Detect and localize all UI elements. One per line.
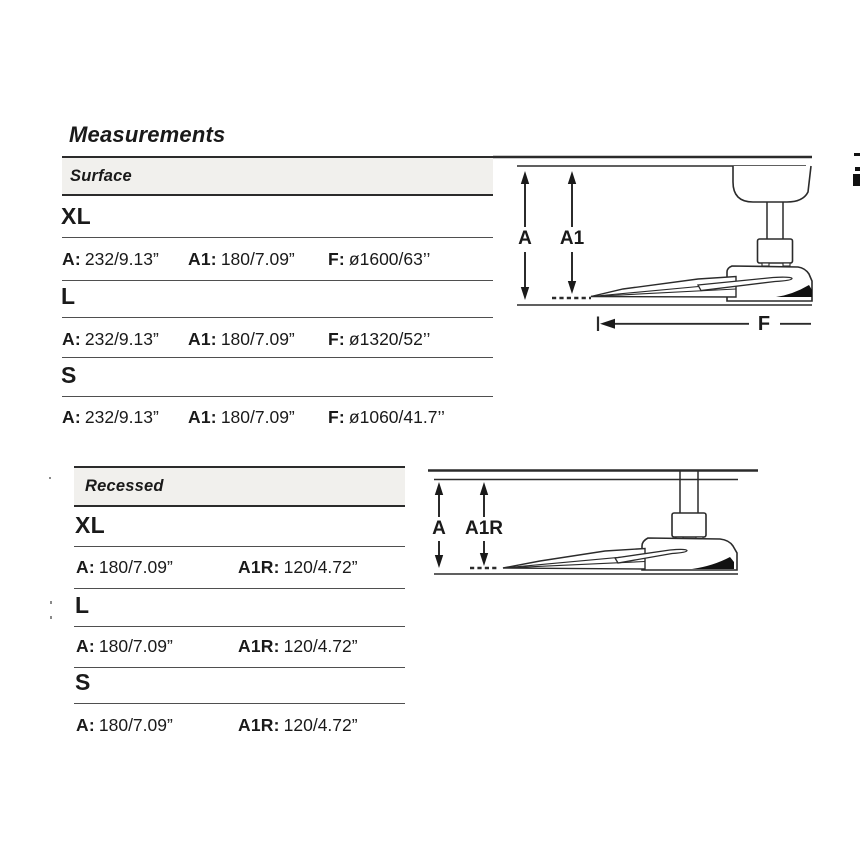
spec-value: 180/7.09”: [220, 249, 295, 269]
arrowhead-up-icon: [521, 171, 529, 184]
divider-rule: [62, 317, 493, 318]
spec-a: [62, 328, 159, 350]
dimension-label-a1: A1: [559, 228, 585, 249]
spec-a1r: [238, 635, 358, 657]
spec-a: [76, 714, 173, 736]
divider-rule: [74, 703, 405, 704]
divider-rule: [62, 280, 493, 281]
divider-rule: [74, 546, 405, 547]
spec-value: ø1600/63’’: [348, 249, 431, 269]
divider-rule: [62, 194, 493, 196]
spec-label: F:: [328, 329, 345, 349]
spec-value: 120/4.72”: [283, 557, 358, 577]
spec-label: A1:: [188, 407, 217, 427]
spec-a: [76, 556, 173, 578]
dimension-label-f: F: [757, 313, 771, 335]
arrowhead-down-icon: [521, 287, 529, 300]
surface-size-s: S: [61, 362, 77, 388]
motor-housing: [758, 239, 793, 263]
spec-label: A1R:: [238, 557, 280, 577]
spec-a1: [188, 248, 295, 270]
spec-value: ø1060/41.7’’: [348, 407, 445, 427]
divider-rule: [62, 396, 493, 397]
spec-a1r: [238, 714, 358, 736]
surface-header: Surface: [70, 166, 132, 185]
spec-label: A:: [76, 557, 95, 577]
spec-value: 180/7.09”: [220, 407, 295, 427]
spec-a: [76, 635, 173, 657]
divider-rule: [62, 237, 493, 238]
surface-size-xl: XL: [61, 203, 91, 229]
edge-speck: [50, 616, 52, 619]
spec-value: 232/9.13”: [84, 329, 159, 349]
page-title: Measurements: [69, 122, 226, 147]
arrowhead-left-icon: [600, 319, 615, 329]
arrowhead-up-icon: [480, 482, 488, 495]
spec-value: 232/9.13”: [84, 407, 159, 427]
recessed-mount-diagram: [420, 460, 765, 585]
spec-label: A:: [62, 407, 81, 427]
arrowhead-up-icon: [568, 171, 576, 184]
recessed-header-band: [74, 468, 405, 505]
spec-f: [328, 406, 445, 428]
spec-value: 180/7.09”: [220, 329, 295, 349]
spec-label: F:: [328, 249, 345, 269]
dimension-arrow-f: [598, 317, 811, 332]
arrowhead-up-icon: [435, 482, 443, 495]
housing-mount: [783, 263, 790, 266]
divider-rule: [74, 626, 405, 627]
spec-value: 180/7.09”: [98, 557, 173, 577]
recessed-header: Recessed: [85, 477, 164, 495]
spec-label: A:: [62, 249, 81, 269]
spec-f: [328, 328, 430, 350]
arrowhead-down-icon: [435, 555, 443, 568]
arrowhead-down-icon: [480, 553, 488, 566]
motor-housing: [672, 513, 706, 537]
divider-rule: [74, 667, 405, 668]
divider-rule: [62, 357, 493, 358]
arrowhead-down-icon: [568, 281, 576, 294]
spec-a1: [188, 406, 295, 428]
spec-label: A:: [62, 329, 81, 349]
spec-a1r: [238, 556, 358, 578]
surface-header-band: [62, 158, 493, 194]
dimension-label-a1r: A1R: [464, 518, 504, 539]
spec-label: F:: [328, 407, 345, 427]
recessed-size-s: S: [75, 669, 91, 695]
divider-rule: [74, 588, 405, 589]
dimension-label-a: A: [518, 228, 532, 249]
spec-value: 180/7.09”: [98, 636, 173, 656]
surface-mount-diagram: [493, 148, 860, 338]
housing-mount: [762, 263, 769, 266]
canopy: [733, 166, 811, 202]
edge-speck: [49, 477, 51, 479]
spec-value: 232/9.13”: [84, 249, 159, 269]
spec-value: ø1320/52’’: [348, 329, 431, 349]
divider-rule: [74, 505, 405, 507]
spec-label: A1:: [188, 329, 217, 349]
spec-label: A:: [76, 715, 95, 735]
spec-label: A1R:: [238, 636, 280, 656]
spec-label: A:: [76, 636, 95, 656]
edge-crop-marks: [853, 153, 860, 186]
spec-f: [328, 248, 430, 270]
surface-size-l: L: [61, 283, 76, 309]
spec-a: [62, 406, 159, 428]
dimension-label-a: A: [432, 518, 446, 539]
edge-speck: [50, 601, 52, 604]
spec-a: [62, 248, 159, 270]
recessed-size-l: L: [75, 592, 90, 618]
spec-label: A1R:: [238, 715, 280, 735]
spec-a1: [188, 328, 295, 350]
spec-value: 120/4.72”: [283, 715, 358, 735]
recessed-size-xl: XL: [75, 512, 105, 538]
spec-value: 180/7.09”: [98, 715, 173, 735]
spec-label: A1:: [188, 249, 217, 269]
spec-value: 120/4.72”: [283, 636, 358, 656]
